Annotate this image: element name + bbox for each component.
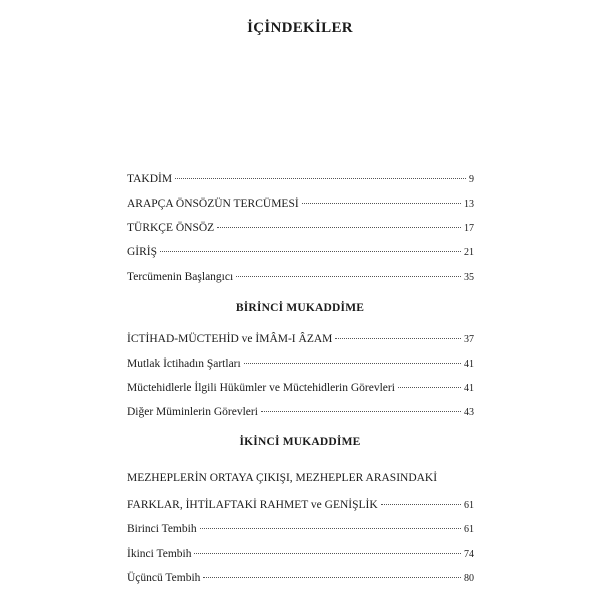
toc-entry-page: 13 <box>464 199 474 210</box>
toc-entry-page: 80 <box>464 573 474 584</box>
dot-leader <box>335 338 461 339</box>
toc-entry-page: 61 <box>464 524 474 535</box>
dot-leader <box>381 504 461 505</box>
toc-entry-page: 74 <box>464 549 474 560</box>
toc-entry-page: 41 <box>464 383 474 394</box>
toc-entry[interactable] <box>127 381 474 396</box>
toc-entry[interactable] <box>127 547 474 562</box>
toc-entry[interactable] <box>127 221 474 236</box>
toc-entry-page: 37 <box>464 334 474 345</box>
dot-leader <box>203 577 461 578</box>
toc-entry-label: TÜRKÇE ÖNSÖZ <box>127 222 215 234</box>
toc-entry-label: İCTİHAD-MÜCTEHİD ve İMÂM-I ÂZAM <box>127 333 333 345</box>
toc-entry-label: Birinci Tembih <box>127 523 197 535</box>
toc-entry-page: 61 <box>464 500 474 511</box>
dot-leader <box>244 363 461 364</box>
toc-entry-label: GİRİŞ <box>127 246 158 258</box>
toc-entry-label: Üçüncü Tembih <box>127 572 201 584</box>
dot-leader <box>261 411 461 412</box>
toc-entry-label: FARKLAR, İHTİLAFTAKİ RAHMET ve GENİŞLİK <box>127 499 378 511</box>
toc-entry-label: Müctehidlerle İlgili Hükümler ve Müctehidlerin Görevleri <box>127 382 395 394</box>
toc-entry[interactable] <box>127 522 474 537</box>
section-heading: BİRİNCİ MUKADDİME <box>235 302 365 314</box>
toc-entry[interactable] <box>127 332 474 347</box>
toc-entry[interactable] <box>127 197 474 212</box>
toc-entry-label: TAKDİM <box>127 173 173 185</box>
dot-leader <box>302 203 461 204</box>
toc-entry-page: 35 <box>464 272 474 283</box>
toc-entry[interactable] <box>127 270 474 285</box>
toc-entry[interactable] <box>127 245 474 260</box>
dot-leader <box>398 387 461 388</box>
toc-entry-label: Mutlak İctihadın Şartları <box>127 358 241 370</box>
toc-entry[interactable] <box>127 172 474 187</box>
dot-leader <box>194 553 461 554</box>
toc-entry-label: Diğer Müminlerin Görevleri <box>127 406 258 418</box>
toc-entry-label: ARAPÇA ÖNSÖZÜN TERCÜMESİ <box>127 198 299 210</box>
toc-entry-label: Tercümenin Başlangıcı <box>127 271 234 283</box>
toc-entry[interactable] <box>127 498 474 513</box>
toc-entry-page: 9 <box>469 174 474 185</box>
toc-entry-page: 21 <box>464 247 474 258</box>
dot-leader <box>160 251 461 252</box>
dot-leader <box>200 528 461 529</box>
dot-leader <box>175 178 466 179</box>
toc-entry[interactable] <box>127 405 474 420</box>
toc-entry-label-line1[interactable]: MEZHEPLERİN ORTAYA ÇIKIŞI, MEZHEPLER ARASINDAKİ <box>127 472 438 484</box>
toc-entry-page: 41 <box>464 359 474 370</box>
dot-leader <box>217 227 461 228</box>
toc-entry-label: İkinci Tembih <box>127 548 192 560</box>
toc-entry[interactable] <box>127 357 474 372</box>
page-title: İÇİNDEKİLER <box>247 20 353 36</box>
toc-entry-page: 43 <box>464 407 474 418</box>
dot-leader <box>236 276 461 277</box>
toc-entry[interactable] <box>127 571 474 586</box>
toc-entry-page: 17 <box>464 223 474 234</box>
section-heading: İKİNCİ MUKADDİME <box>239 436 361 448</box>
